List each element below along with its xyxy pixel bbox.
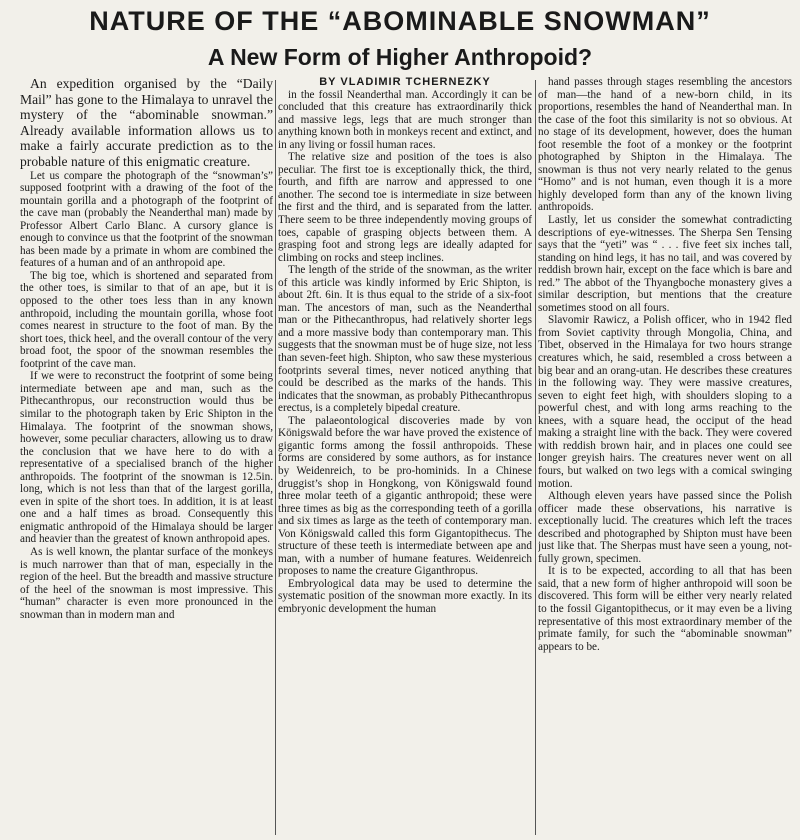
paragraph: The relative size and position of the toes is also peculiar. The first toe is exceptionally thick, the third, fourth, and fifth are narrow and appressed to one another. The second toe is intermediate in size between the first and the third, and is separated from the latter. There seem to be three independently moving groups of toes, capable of grasping objects between them. A grasping foot and strong legs are ideally adapted for climbing on rocks and steep inclines. <box>278 151 532 264</box>
article-column-3 <box>538 76 792 836</box>
column-divider <box>275 80 276 835</box>
paragraph: The palaeontological discoveries made by von Königswald before the war have proved the existence of gigantic forms among the fossil anthropoids. These forms are considered by some authors, as for instance by Weidenreich, to be pro-hominids. In a Chinese druggist’s shop in Hongkong, von Königswald found three molar teeth of a gigantic anthropoid; these were three times as big as the corresponding teeth of a gorilla and six times as large as the teeth of contemporary man. Von Königswald called this form Gigantopithecus. The structure of these teeth is intermediate between ape and man, with a number of humane features. Weidenreich proposes to name the creature Giganthropus. <box>278 414 532 578</box>
paragraph: Lastly, let us consider the somewhat contradicting descriptions of eye-witnesses. The Sherpa Sen Tensing says that the “yeti” was “ . . . five feet six inches tall, standing on hind legs, it has no tail, and was covered by reddish brown hair, except on the face which is bare and red.” The abbot of the Thyangboche monastery gives a similar description, but mentions that the creature sometimes stood on all fours. <box>538 214 792 314</box>
paragraph: It is to be expected, according to all that has been said, that a new form of higher anthropoid will soon be discovered. This form will be either very nearly related to the fossil Gigantopithecus, or it may even be a living representative of this most extraordinary member of the primate family, for such the “abominable snowman” appears to be. <box>538 565 792 653</box>
paragraph: Although eleven years have passed since the Polish officer made these observations, his narrative is exceptionally lucid. The creatures which left the traces described and photographed by Shipton must have been just like that. The Sherpas must have seen a young, not-fully grown, specimen. <box>538 490 792 565</box>
paragraph: in the fossil Neanderthal man. Accordingly it can be concluded that this creature has extraordinarily thick and massive legs, legs that are much stronger than anything known both in monkeys recent and extinct, and in any living or fossil human races. <box>278 88 532 151</box>
paragraph: The big toe, which is shortened and separated from the other toes, is similar to that of an ape, but it is opposed to the other toes less than in any known anthropoid, including the mountain gorilla, whose foot comes nearest in structure to the foot of man. By the short toes, thick heel, and the overall contour of the very broad foot, the spoor of the snowman resembles the footprint of the cave man. <box>20 269 273 370</box>
paragraph: Let us compare the photograph of the “snowman’s” supposed footprint with a drawing of the foot of the mountain gorilla and a photograph of the footprint of the cave man (probably the Neanderthal man) made by Professor Albert Carlo Blanc. A cursory glance is enough to convince us that the footprint of the snowman has been made by a primate in whom are combined the features of a human and of an anthropoid ape. <box>20 169 273 270</box>
article-column-1 <box>20 76 273 836</box>
article-column-2 <box>278 76 532 836</box>
paragraph: hand passes through stages resembling the ancestors of man—the hand of a new-born child, in its proportions, resembles the hand of Neanderthal man. In the case of the foot this similarity is not so obvious. At no stage of its development, however, does the human foot resemble the foot of a monkey or the footprint photographed by Shipton in the Himalaya. The snowman is thus not very nearly related to the genus “Homo” and is not human, even though it is a more highly developed form than any of the known living anthropoids. <box>538 76 792 214</box>
byline: BY VLADIMIR TCHERNEZKY <box>319 76 491 88</box>
paragraph: Slavomir Rawicz, a Polish officer, who in 1942 fled from Soviet captivity through Mongolia, China, and Tibet, observed in the Himalaya for two hours strange creatures which, he said, resembled a cross between a big bear and an orang-utan. He describes these creatures in the following way. They were massive creatures, seven to eight feet high, with shoulders sloping to a powerful chest, and with long arms reaching to the knees, with a square head, the occiput of the head making a straight line with the back. They were covered with reddish brown hair, and in places one could see longer greyish hairs. The creatures never went on all fours, but walked on two legs with a comical swinging motion. <box>538 314 792 490</box>
paragraph: Embryological data may be used to determine the systematic position of the snowman more exactly. In its embryonic development the human <box>278 577 532 615</box>
subheadline: A New Form of Higher Anthropoid? <box>207 44 593 70</box>
paragraph: An expedition organised by the “Daily Mail” has gone to the Himalaya to unravel the mystery of the “abominable snowman.” Already available information allows us to make a fairly accurate prediction as to the probable nature of this enigmatic creature. <box>20 76 273 169</box>
paragraph: If we were to reconstruct the footprint of some being intermediate between ape and man, such as the Pithecanthropus, our reconstruction would thus be similar to the photograph taken by Eric Shipton in the Himalaya. The footprint of the snowman shows, however, some peculiar characters, allowing us to draw the conclusion that we have here to do with a representative of a specialised branch of the higher anthropoids. The footprint of the snowman is 12.5in. long, which is not less than that of the largest gorilla, even in spite of the short toes. In addition, it is at least one and a half times as broad. Consequently this enigmatic anthropoid of the Himalaya should be larger and heavier than the greatest of known anthropoid apes. <box>20 370 273 546</box>
paragraph: As is well known, the plantar surface of the monkeys is much narrower than that of man, especially in the region of the heel. But the breadth and massive structure of the heel of the snowman is most impressive. This “human” character is even more pronounced in the snowman than in modern man and <box>20 545 273 621</box>
column-divider <box>535 80 536 835</box>
paragraph: The length of the stride of the snowman, as the writer of this article was kindly informed by Eric Shipton, is about 2ft. 6in. It is thus equal to the stride of a six-foot man. The ancestors of man, such as the Neanderthal man or the Pithecanthropus, had relatively shorter legs and a more massive body than contemporary man. This suggests that the snowman must be of huge size, not less than seven-feet high. Shipton, who saw these mysterious footprints several times, never noticed anything that could be described as the marks of the hands. This indicates that the snowman, as probably Pithecanthropus erectus, is a completely bipedal creature. <box>278 264 532 415</box>
headline: NATURE OF THE “ABOMINABLE SNOWMAN” <box>89 6 711 36</box>
